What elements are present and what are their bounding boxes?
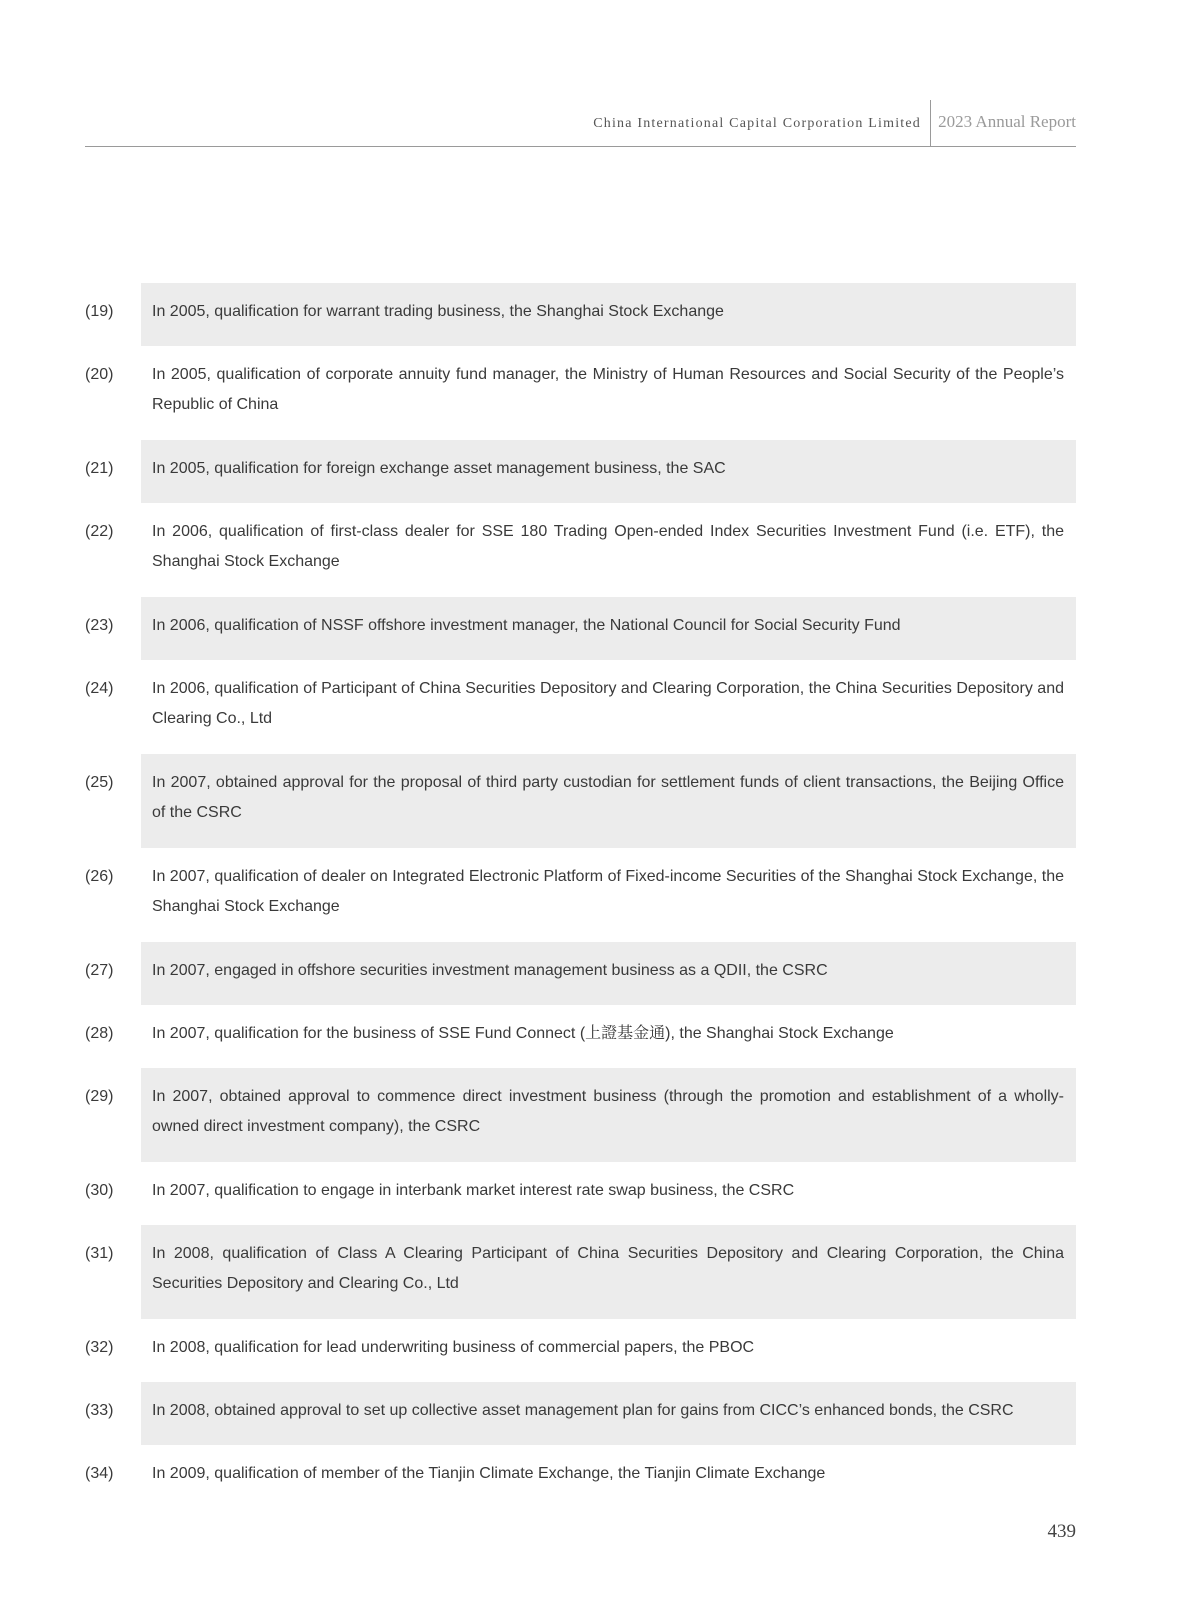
item-number: (20) — [85, 366, 114, 383]
list-item — [85, 754, 1076, 848]
item-number: (26) — [85, 868, 114, 885]
header-divider — [930, 100, 931, 146]
item-number: (24) — [85, 680, 114, 697]
list-item — [85, 283, 1076, 346]
item-number: (19) — [85, 303, 114, 320]
item-text: In 2007, engaged in offshore securities investment management business as a QDII, the CSRC — [141, 942, 1076, 1005]
item-number: (30) — [85, 1182, 114, 1199]
item-number: (21) — [85, 460, 114, 477]
item-number: (22) — [85, 523, 114, 540]
item-text: In 2007, obtained approval for the proposal of third party custodian for settlement funds of client transactions, the Beijing Office of the CSRC — [141, 754, 1076, 848]
list-item — [85, 440, 1076, 503]
list-item — [85, 1225, 1076, 1319]
list-item — [85, 1068, 1076, 1162]
item-text: In 2005, qualification of corporate annuity fund manager, the Ministry of Human Resources and Social Security of the People’s Republic of China — [152, 366, 1064, 413]
item-text: In 2008, obtained approval to set up collective asset management plan for gains from CICC’s enhanced bonds, the CSRC — [141, 1382, 1076, 1445]
item-text: In 2006, qualification of first-class dealer for SSE 180 Trading Open-ended Index Securities Investment Fund (i.e. ETF), the Shanghai Stock Exchange — [152, 523, 1064, 570]
list-item — [85, 597, 1076, 660]
qualification-list — [85, 283, 1076, 1508]
list-item — [85, 848, 1076, 942]
list-item — [85, 1382, 1076, 1445]
list-item — [85, 1162, 1076, 1225]
item-text: In 2007, qualification for the business of SSE Fund Connect (上證基金通), the Shanghai Stock Exchange — [152, 1025, 894, 1042]
item-text: In 2008, qualification of Class A Clearing Participant of China Securities Depository and Clearing Corporation, the China Securities Depository and Clearing Co., Ltd — [141, 1225, 1076, 1319]
header-report-title: 2023 Annual Report — [938, 112, 1076, 131]
item-number: (23) — [85, 617, 114, 634]
item-number: (28) — [85, 1025, 114, 1042]
item-text: In 2006, qualification of NSSF offshore investment manager, the National Council for Social Security Fund — [141, 597, 1076, 660]
list-item — [85, 1319, 1076, 1382]
list-item — [85, 1005, 1076, 1068]
item-text: In 2007, qualification to engage in interbank market interest rate swap business, the CSRC — [152, 1182, 795, 1199]
item-number: (31) — [85, 1245, 114, 1262]
page-header — [85, 100, 1076, 147]
item-text: In 2009, qualification of member of the Tianjin Climate Exchange, the Tianjin Climate Exchange — [152, 1465, 826, 1482]
item-text: In 2005, qualification for foreign exchange asset management business, the SAC — [141, 440, 1076, 503]
list-item — [85, 503, 1076, 597]
item-text: In 2007, obtained approval to commence direct investment business (through the promotion and establishment of a wholly-owned direct investment company), the CSRC — [141, 1068, 1076, 1162]
list-item — [85, 346, 1076, 440]
item-text: In 2007, qualification of dealer on Integrated Electronic Platform of Fixed-income Securities of the Shanghai Stock Exchange, the Shanghai Stock Exchange — [152, 868, 1064, 915]
list-item — [85, 1445, 1076, 1508]
item-text: In 2006, qualification of Participant of China Securities Depository and Clearing Corporation, the China Securities Depository and Clearing Co., Ltd — [152, 680, 1064, 727]
list-item — [85, 942, 1076, 1005]
item-number: (25) — [85, 774, 114, 791]
item-number: (33) — [85, 1402, 114, 1419]
header-company-name: China International Capital Corporation Limited — [593, 116, 921, 131]
item-number: (34) — [85, 1465, 114, 1482]
item-text: In 2005, qualification for warrant trading business, the Shanghai Stock Exchange — [141, 283, 1076, 346]
item-text: In 2008, qualification for lead underwriting business of commercial papers, the PBOC — [152, 1339, 755, 1356]
item-number: (27) — [85, 962, 114, 979]
page-number: 439 — [1047, 1521, 1076, 1542]
item-number: (29) — [85, 1088, 114, 1105]
list-item — [85, 660, 1076, 754]
item-number: (32) — [85, 1339, 114, 1356]
